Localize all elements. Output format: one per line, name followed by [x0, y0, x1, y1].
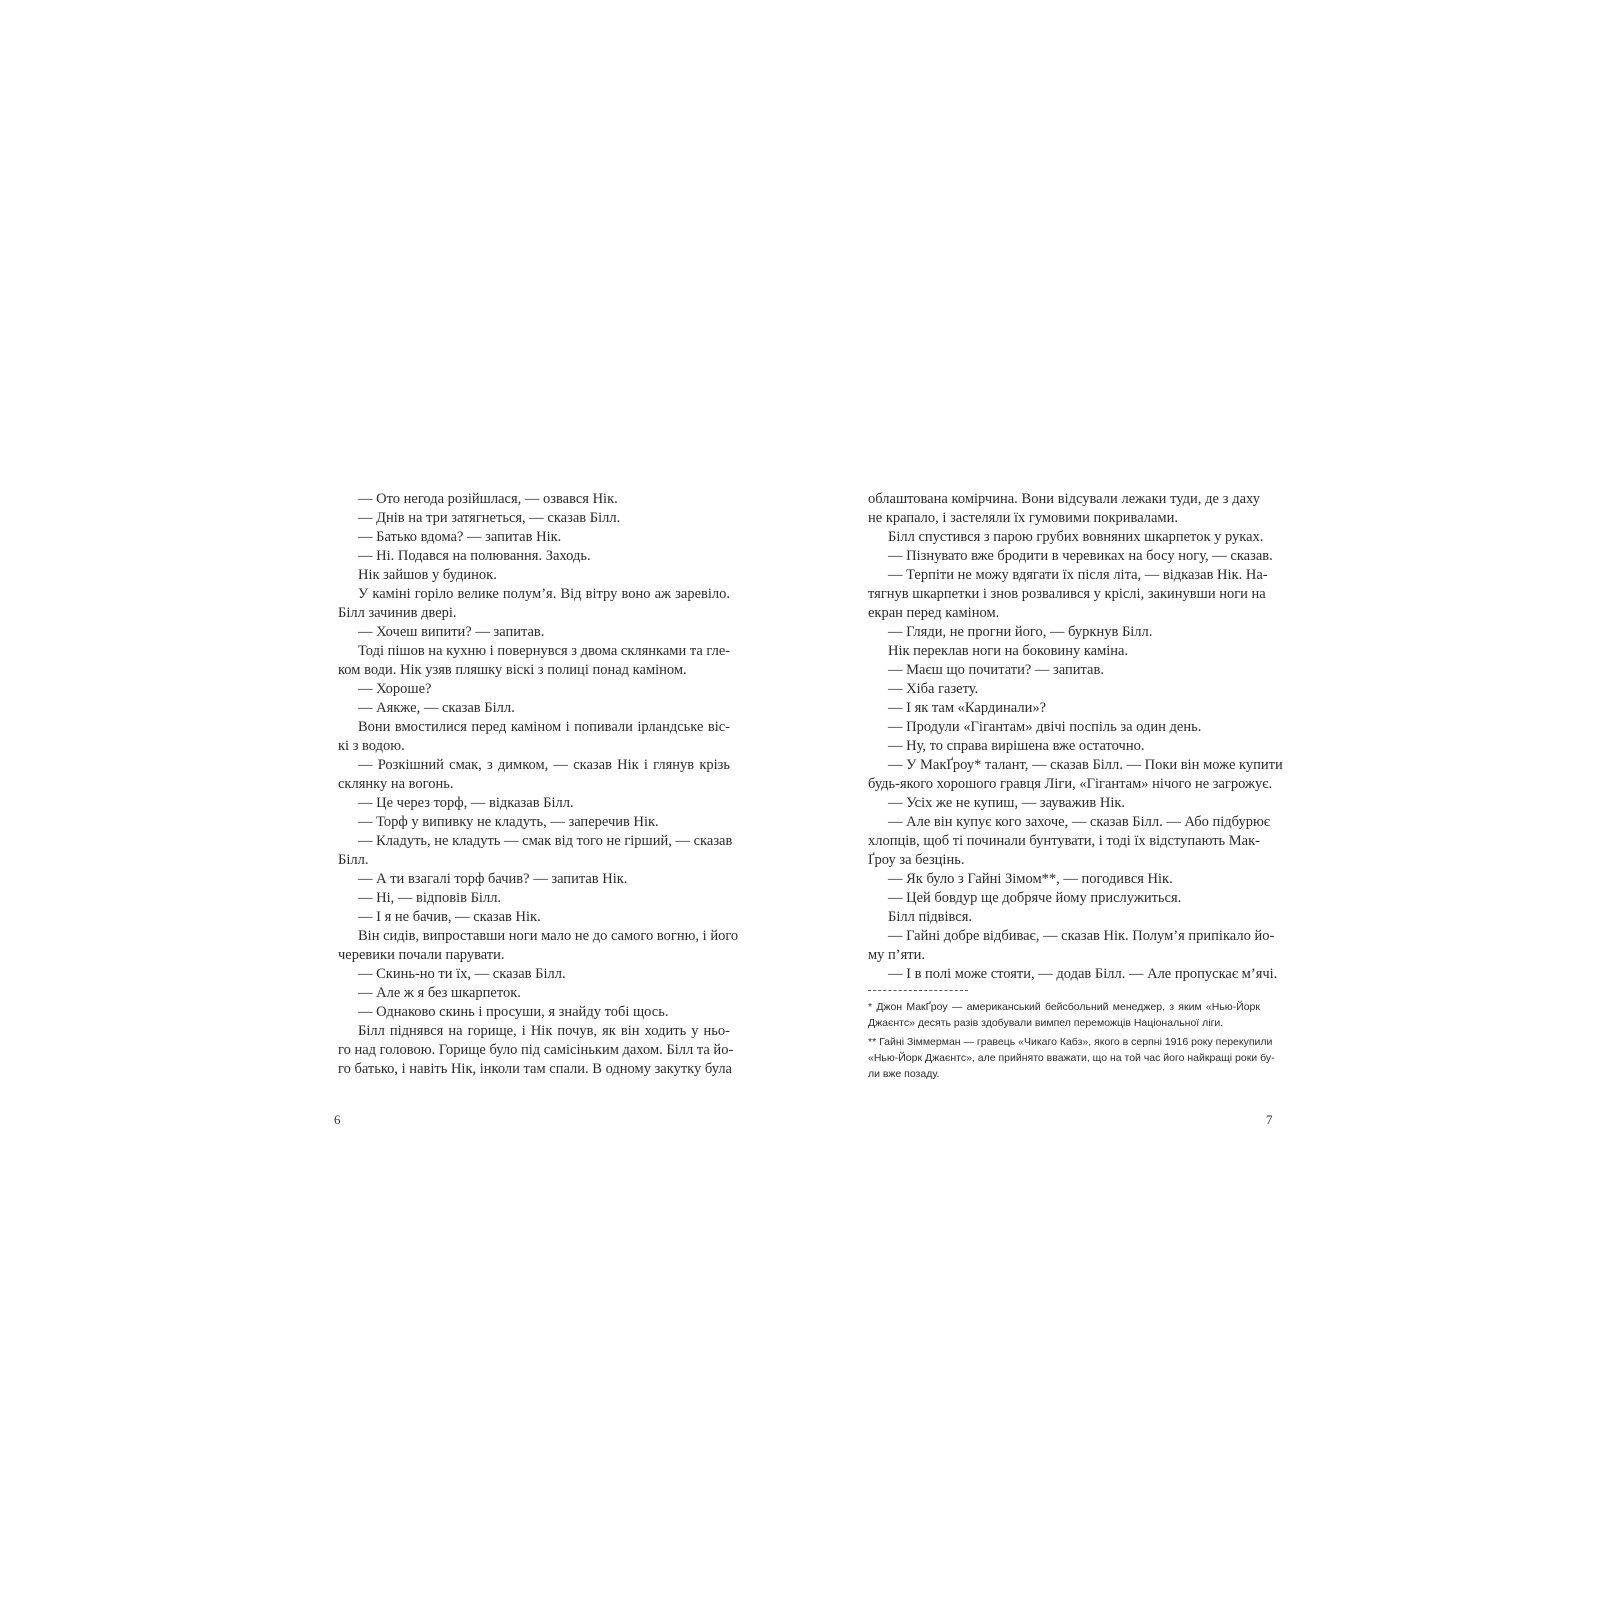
text-line: — Днів на три затягнеться, — сказав Білл.	[358, 510, 621, 526]
left-page	[338, 490, 739, 1079]
text-line: — Але ж я без шкарпеток.	[358, 985, 521, 1001]
text-line: Нік зайшов у будинок.	[358, 567, 497, 583]
text-line: — Терпіти не можу вдягати їх після літа, — відказав Нік. На-	[888, 567, 1268, 583]
text-line: — Але він купує кого захоче, — сказав Білл. — Або підбурює	[888, 814, 1271, 830]
footnote-line: ли вже позаду.	[868, 1068, 940, 1080]
text-line: Білл зачинив двері.	[338, 605, 457, 621]
page-number-left: 6	[334, 1112, 341, 1127]
text-line: — Батько вдома? — запитав Нік.	[358, 529, 562, 545]
text-line: склянку на вогонь.	[338, 776, 454, 792]
footnote	[868, 999, 1260, 1031]
text-line: Білл спустився з парою грубих вовняних шкарпеток у руках.	[888, 529, 1264, 545]
text-line: будь-якого хорошого гравця Ліги, «Гігантам» нічого не загрожує.	[868, 776, 1273, 792]
footnote-line: ** Гайні Зіммерман — гравець «Чикаго Кабз», якого в серпні 1916 року перекупили	[868, 1036, 1273, 1048]
text-line: не крапало, і застеляли їх гумовими покривалами.	[868, 510, 1178, 526]
text-line: му п’яти.	[868, 947, 926, 963]
text-line: У каміні горіло велике полум’я. Від вітру воно аж заревіло.	[358, 586, 730, 602]
text-line: — Кладуть, не кладуть — смак від того не гірший, — сказав	[358, 833, 733, 849]
text-line: — Однаково скинь і просуши, я знайду тобі щось.	[358, 1004, 669, 1020]
text-line: — І як там «Кардинали»?	[888, 700, 1047, 716]
text-line: — Гайні добре відбиває, — сказав Нік. Полум’я припікало йо-	[888, 928, 1275, 944]
text-line: Нік переклав ноги на боковину каміна.	[888, 643, 1129, 659]
text-line: Ґроу за безцінь.	[868, 852, 965, 868]
text-line: — Хіба газету.	[888, 681, 979, 697]
footnote-separator	[868, 990, 968, 999]
text-line: Білл.	[338, 852, 369, 868]
text-line: — Це через торф, — відказав Білл.	[358, 795, 574, 811]
right-page	[868, 490, 1283, 1085]
text-line: — Хороше?	[358, 681, 432, 697]
text-line: — І я не бачив, — сказав Нік.	[358, 909, 541, 925]
text-line: го над головою. Горище було під самісіньким дахом. Білл та йо-	[338, 1042, 734, 1058]
text-line: тягнув шкарпетки і знов розвалився у кріслі, закинувши ноги на	[868, 586, 1266, 602]
text-line: — Торф у випивку не кладуть, — заперечив Нік.	[358, 814, 659, 830]
text-line: — Ні. Подався на полювання. Заходь.	[358, 548, 591, 564]
text-line: — Усіх же не купиш, — зауважив Нік.	[888, 795, 1126, 811]
footnote	[868, 1034, 1275, 1082]
text-line: екран перед каміном.	[868, 605, 1000, 621]
footnote-line: * Джон МакҐроу — американський бейсбольний менеджер, з яким «Нью-Йорк	[868, 1001, 1260, 1013]
text-line: — Продули «Гігантам» двічі поспіль за один день.	[888, 719, 1202, 735]
page-number-right: 7	[1266, 1112, 1273, 1127]
text-line: — Ну, то справа вирішена вже остаточно.	[888, 738, 1145, 754]
text-line: Тоді пішов на кухню і повернувся з двома склянками та гле-	[358, 643, 731, 659]
text-line: Вони вмостилися перед каміном і попивали ірландське віс-	[358, 719, 730, 735]
text-line: облаштована комірчина. Вони відсували лежаки туди, де з даху	[868, 491, 1260, 507]
text-line: кі з водою.	[338, 738, 405, 754]
footnote-line: «Нью-Йорк Джаєнтс», але прийнято вважати, що на той час його найкращі роки бу-	[868, 1052, 1275, 1064]
text-line: — А ти взагалі торф бачив? — запитав Нік.	[358, 871, 628, 887]
text-line: Він сидів, випроставши ноги мало не до самого вогню, і його	[358, 928, 739, 944]
text-line: — Розкішний смак, з димком, — сказав Нік і глянув крізь	[358, 757, 730, 773]
text-line: ком води. Нік узяв пляшку віскі з полиці понад каміном.	[338, 662, 687, 678]
text-line: Білл піднявся на горище, і Нік почув, як він ходить у ньо-	[358, 1023, 730, 1039]
text-line: — Ні, — відповів Білл.	[358, 890, 502, 906]
text-line: — Як було з Гайні Зімом**, — погодився Нік.	[888, 871, 1173, 887]
text-line: — Маєш що почитати? — запитав.	[888, 662, 1104, 678]
text-line: Білл підвівся.	[888, 909, 972, 925]
text-line: — Аякже, — сказав Білл.	[358, 700, 515, 716]
text-line: — Цей бовдур ще добряче йому прислужиться.	[888, 890, 1182, 906]
text-line: — У МакҐроу* талант, — сказав Білл. — Поки він може купити	[888, 757, 1283, 773]
text-line: хлопців, щоб ті починали бунтувати, і тоді їх відступають Мак-	[868, 833, 1260, 849]
text-line: го батько, і навіть Нік, інколи там спали. В одному закутку була	[338, 1061, 732, 1077]
text-line: — Пізнувато вже бродити в черевиках на босу ногу, — сказав.	[888, 548, 1273, 564]
text-line: — І в полі може стояти, — додав Білл. — Але пропускає м’ячі.	[888, 966, 1278, 982]
text-line: — Ото негода розійшлася, — озвався Нік.	[358, 491, 618, 507]
text-line: черевики почали парувати.	[338, 947, 505, 963]
text-line: — Скинь-но ти їх, — сказав Білл.	[358, 966, 566, 982]
text-line: — Хочеш випити? — запитав.	[358, 624, 545, 640]
footnote-line: Джаєнтс» десять разів здобували вимпел переможців Національної ліги.	[868, 1017, 1224, 1029]
text-line: — Гляди, не прогни його, — буркнув Білл.	[888, 624, 1153, 640]
